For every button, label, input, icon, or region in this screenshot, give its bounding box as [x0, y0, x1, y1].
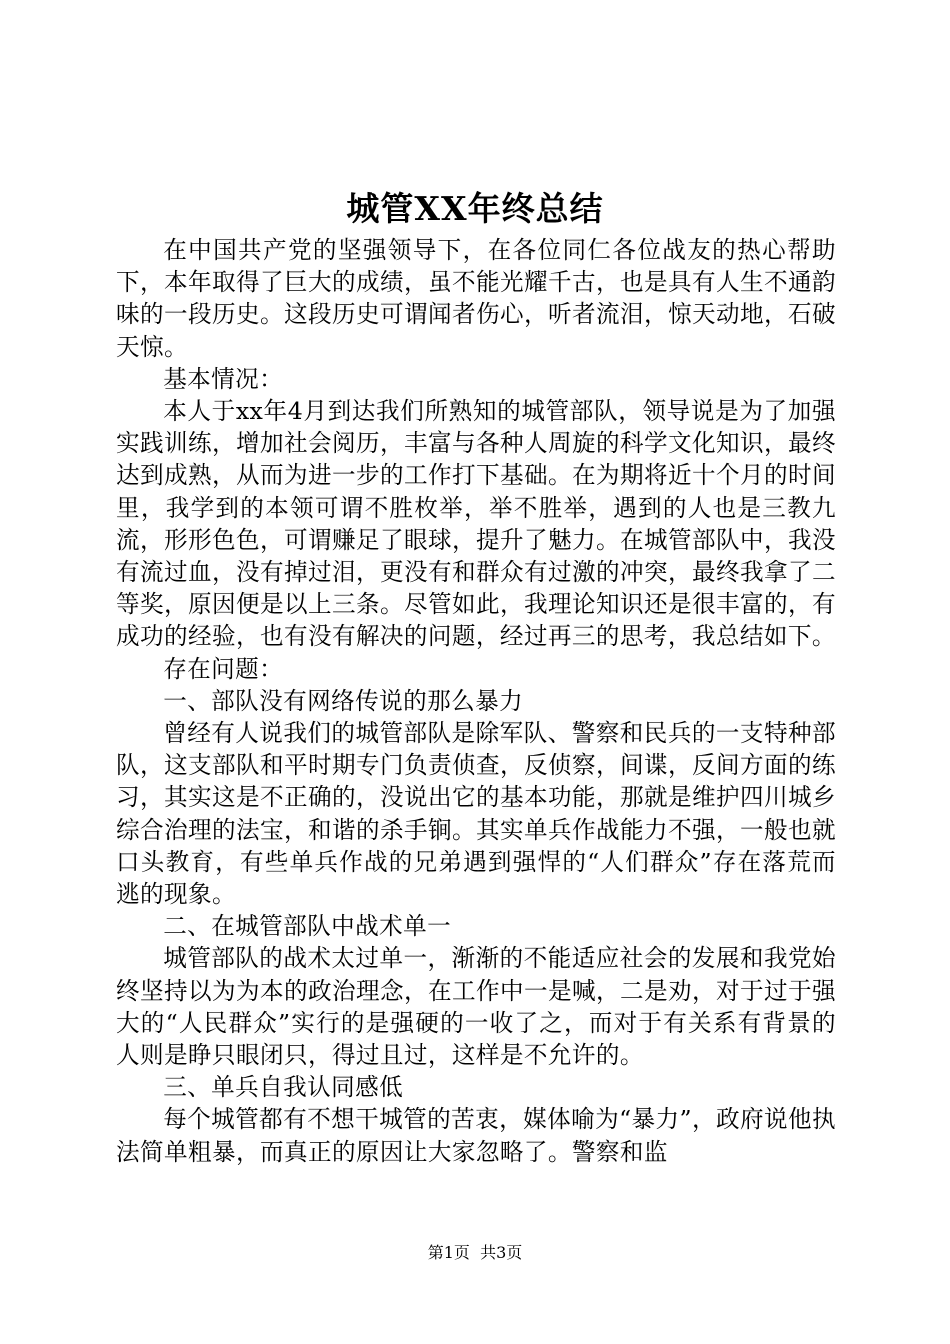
- page-total: 共3页: [480, 1243, 523, 1262]
- paragraph: 每个城管都有不想干城管的苦衷，媒体喻为“暴力”，政府说他执法简单粗暴，而真正的原因让大家忽略了。警察和监: [116, 1105, 836, 1166]
- document-body: [116, 234, 836, 1168]
- sub-heading: 一、部队没有网络传说的那么暴力: [163, 686, 524, 715]
- section-heading: 基本情况：: [163, 364, 284, 393]
- paragraph: 城管部队的战术太过单一，渐渐的不能适应社会的发展和我党始终坚持以为为本的政治理念，在工作中一是喊，二是劝，对于过于强大的“人民群众”实行的是强硬的一收了之，而对于有关系有背景的人则是睁只眼闭只，得过且过，这样是不允许的。: [116, 944, 836, 1070]
- paragraph: 曾经有人说我们的城管部队是除军队、警察和民兵的一支特种部队，这支部队和平时期专门负责侦查，反侦察，间谍，反间方面的练习，其实这是不正确的，没说出它的基本功能，那就是维护四川城乡综合治理的法宝，和谐的杀手锏。其实单兵作战能力不强，一般也就口头教育，有些单兵作战的兄弟遇到强悍的“人们群众”存在落荒而逃的现象。: [116, 719, 836, 909]
- paragraph: 在中国共产党的坚强领导下，在各位同仁各位战友的热心帮助下，本年取得了巨大的成绩，虽不能光耀千古，也是具有人生不通韵味的一段历史。这段历史可谓闻者伤心，听者流泪，惊天动地，石破天惊。: [116, 236, 836, 361]
- sub-heading: 三、单兵自我认同感低: [163, 1073, 404, 1102]
- section-heading: 存在问题：: [163, 654, 284, 683]
- sub-heading: 二、在城管部队中战术单一: [163, 912, 452, 941]
- page-footer: [0, 1242, 950, 1264]
- document-title: 城管XX年终总结: [346, 189, 604, 228]
- page-number: 第1页: [427, 1243, 470, 1262]
- paragraph: 本人于xx年4月到达我们所熟知的城管部队，领导说是为了加强实践训练，增加社会阅历，丰富与各种人周旋的科学文化知识，最终达到成熟，从而为进一步的工作打下基础。在为期将近十个月的时间里，我学到的本领可谓不胜枚举，举不胜举，遇到的人也是三教九流，形形色色，可谓赚足了眼球，提升了魅力。在城管部队中，我没有流过血，没有掉过泪，更没有和群众有过激的冲突，最终我拿了二等奖，原因便是以上三条。尽管如此，我理论知识还是很丰富的，有成功的经验，也有没有解决的问题，经过再三的思考，我总结如下。: [116, 397, 836, 651]
